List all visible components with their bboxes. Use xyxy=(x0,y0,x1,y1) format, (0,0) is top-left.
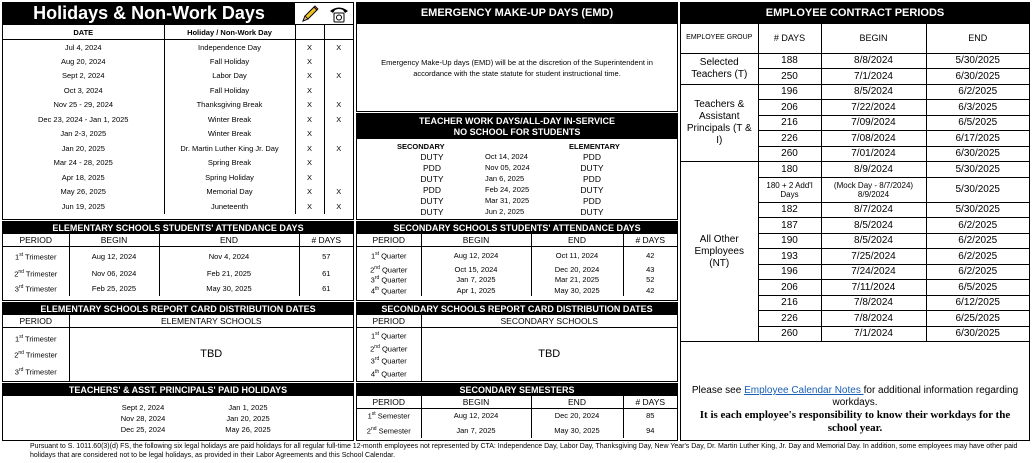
table-row xyxy=(3,185,353,200)
sec-report-value: TBD xyxy=(538,348,561,361)
begin: Aug 12, 2024 xyxy=(421,246,531,264)
days-header: # DAYS xyxy=(623,396,677,408)
sec-attendance-header xyxy=(357,234,677,246)
contract-begin: (Mock Day - 8/7/2024) 8/9/2024 xyxy=(821,177,926,202)
semesters-section xyxy=(356,383,678,441)
contract-days: 260 xyxy=(758,146,821,162)
begin: Nov 06, 2024 xyxy=(69,266,159,281)
table-row xyxy=(3,170,353,185)
contract-begin: 7/1/2024 xyxy=(821,326,926,342)
list-item: 1st Trimester xyxy=(15,333,57,343)
work-days-title xyxy=(357,114,677,139)
holiday-mark-phone xyxy=(324,156,353,171)
paid-holidays-title: TEACHERS' & ASST. PRINCIPALS' PAID HOLIDAYS xyxy=(3,384,353,396)
holiday-name: Spring Holiday xyxy=(164,170,295,185)
table-row xyxy=(357,285,677,296)
table-row xyxy=(3,156,353,171)
end-header: END xyxy=(159,234,299,246)
list-item: Jan 1, 2025 xyxy=(228,403,268,412)
contracts-note xyxy=(681,385,1029,435)
period-header: PERIOD xyxy=(3,234,69,246)
contract-end: 5/30/2025 xyxy=(955,184,1000,195)
elem-report-schools-header: ELEMENTARY SCHOOLS xyxy=(69,315,353,327)
contract-days: 206 xyxy=(758,100,821,116)
list-item xyxy=(357,174,677,185)
emd-title: EMERGENCY MAKE-UP DAYS (EMD) xyxy=(357,3,677,24)
list-item xyxy=(357,196,677,207)
sec-report-period-header: PERIOD xyxy=(357,315,421,327)
elem-attendance-section xyxy=(2,221,354,301)
list-item: Dec 25, 2024 xyxy=(120,425,166,434)
work-day-secondary: PDD xyxy=(423,163,441,173)
begin-header: BEGIN xyxy=(421,396,531,408)
list-item xyxy=(357,207,677,218)
elem-report-section xyxy=(2,302,354,382)
contract-end: 6/5/2025 xyxy=(958,117,998,129)
holiday-mark-pencil: X xyxy=(295,141,324,156)
contract-begin: 7/8/2024 xyxy=(821,311,926,327)
paid-holidays-col1 xyxy=(113,402,173,435)
contracts-body xyxy=(681,53,1029,342)
contracts-note-suffix: for additional information regarding workdays. xyxy=(832,385,1019,408)
end: May 30, 2025 xyxy=(531,423,623,438)
contract-end: 6/2/2025 xyxy=(958,219,998,231)
holiday-date: Dec 23, 2024 - Jan 1, 2025 xyxy=(3,112,164,127)
contracts-title: EMPLOYEE CONTRACT PERIODS xyxy=(681,3,1029,24)
holidays-section xyxy=(2,2,354,220)
emd-section xyxy=(356,2,678,112)
contract-begin: 7/09/2024 xyxy=(821,115,926,131)
begin: Feb 25, 2025 xyxy=(69,281,159,296)
holiday-mark-pencil: X xyxy=(295,199,324,214)
holiday-mark-pencil: X xyxy=(295,40,324,55)
contract-group-name: Selected Teachers (T) xyxy=(681,53,758,84)
table-row xyxy=(357,246,677,264)
holiday-name: Fall Holiday xyxy=(164,54,295,69)
holiday-mark-phone: X xyxy=(336,114,342,124)
table-row xyxy=(681,53,1029,69)
end: May 30, 2025 xyxy=(531,285,623,296)
work-day-secondary: DUTY xyxy=(420,207,444,217)
holiday-name: Labor Day xyxy=(164,69,295,84)
work-day-secondary: DUTY xyxy=(420,174,444,184)
contract-days: 216 xyxy=(758,115,821,131)
contract-begin: 7/24/2024 xyxy=(821,264,926,280)
table-row xyxy=(3,141,353,156)
end: Nov 4, 2024 xyxy=(159,246,299,266)
days: 85 xyxy=(646,411,655,421)
holiday-mark-phone: X xyxy=(336,187,342,197)
days: 94 xyxy=(646,426,655,435)
holiday-mark-phone xyxy=(324,54,353,69)
contracts-note-bold: It is each employee's responsibility to know their workdays for the school year. xyxy=(699,409,1011,434)
days: 61 xyxy=(322,284,331,293)
days: 43 xyxy=(646,264,655,274)
contracts-note-prefix: Please see xyxy=(691,385,745,396)
contracts-group-header: EMPLOYEE GROUP xyxy=(681,24,758,53)
elem-report-periods xyxy=(3,327,69,381)
table-row xyxy=(681,162,1029,178)
table-row xyxy=(3,246,353,266)
sec-attendance-section xyxy=(356,221,678,301)
table-row xyxy=(357,423,677,438)
holiday-mark-pencil: X xyxy=(295,185,324,200)
holiday-mark-pencil: X xyxy=(295,54,324,69)
telephone-icon xyxy=(325,4,353,24)
work-day-elementary: PDD xyxy=(583,174,601,184)
contract-group-name: Teachers & Assistant Principals (T & I) xyxy=(681,84,758,162)
work-day-elementary: DUTY xyxy=(580,163,604,173)
list-item: Jan 20, 2025 xyxy=(226,414,270,423)
paid-holidays-section xyxy=(2,383,354,441)
semesters-title: SECONDARY SEMESTERS xyxy=(357,384,677,396)
end: May 30, 2025 xyxy=(159,281,299,296)
sec-report-section xyxy=(356,302,678,382)
begin-header: BEGIN xyxy=(421,234,531,246)
holiday-mark-phone: X xyxy=(336,100,342,110)
holiday-mark-phone xyxy=(324,170,353,185)
contract-begin: 8/8/2024 xyxy=(821,53,926,69)
list-item: Sept 2, 2024 xyxy=(121,403,165,412)
contracts-end-header: END xyxy=(968,33,988,44)
holidays-name-header: Holiday / Non-Work Day xyxy=(164,25,295,40)
contract-begin: 8/5/2024 xyxy=(821,84,926,100)
list-item: 3rd Trimester xyxy=(14,366,57,376)
work-day-secondary: DUTY xyxy=(420,152,444,162)
holiday-mark-pencil: X xyxy=(295,98,324,113)
begin: Jan 7, 2025 xyxy=(421,423,531,438)
work-day-date: Nov 05, 2024 xyxy=(485,163,530,172)
days: 42 xyxy=(646,250,655,260)
days: 57 xyxy=(322,251,331,261)
contract-end: 6/5/2025 xyxy=(958,281,998,293)
right-column xyxy=(680,0,1030,441)
work-day-secondary: PDD xyxy=(423,185,441,195)
contract-days: 260 xyxy=(758,326,821,342)
end: Dec 20, 2024 xyxy=(531,264,623,275)
work-days-elementary-header: ELEMENTARY xyxy=(569,142,620,151)
holidays-date-header: DATE xyxy=(3,25,164,40)
contract-end: 6/12/2025 xyxy=(955,297,1000,309)
sec-attendance-title: SECONDARY SCHOOLS STUDENTS' ATTENDANCE DAYS xyxy=(357,222,677,234)
period: 2nd Semester xyxy=(357,423,421,438)
end: Dec 20, 2024 xyxy=(531,408,623,423)
sec-report-periods xyxy=(357,327,421,381)
work-day-elementary: PDD xyxy=(583,196,601,206)
end: Oct 11, 2024 xyxy=(531,246,623,264)
holiday-name: Winter Break xyxy=(164,127,295,142)
days-header: # DAYS xyxy=(623,234,677,246)
period: 3rd Trimester xyxy=(3,281,69,296)
contract-group-name: All Other Employees (NT) xyxy=(681,162,758,342)
end: Feb 21, 2025 xyxy=(159,266,299,281)
begin: Jan 7, 2025 xyxy=(421,275,531,286)
work-day-date: Jun 2, 2025 xyxy=(485,207,525,216)
contract-end: 5/30/2025 xyxy=(955,163,1000,175)
holiday-mark-pencil: X xyxy=(295,170,324,185)
elem-report-period-header: PERIOD xyxy=(3,315,69,327)
paid-holidays-col2 xyxy=(213,402,283,435)
contract-begin: 7/11/2024 xyxy=(821,280,926,296)
list-item: May 26, 2025 xyxy=(225,425,271,434)
work-day-elementary: DUTY xyxy=(580,207,604,217)
work-days-title-line1: TEACHER WORK DAYS/ALL-DAY IN-SERVICE xyxy=(418,116,616,126)
contract-days: 187 xyxy=(758,218,821,234)
list-item: 3rd Quarter xyxy=(370,356,407,366)
holiday-mark-pencil: X xyxy=(295,156,324,171)
contracts-begin-header: BEGIN xyxy=(821,24,926,53)
contract-begin: 8/5/2024 xyxy=(821,218,926,234)
period: 3rd Quarter xyxy=(357,275,421,286)
contract-days: 182 xyxy=(758,202,821,218)
work-day-date: Jan 6, 2025 xyxy=(485,174,525,183)
contract-days: 250 xyxy=(758,69,821,85)
list-item xyxy=(357,152,677,163)
table-row xyxy=(357,275,677,286)
contract-end: 6/2/2025 xyxy=(958,235,998,247)
contract-begin: 8/9/2024 xyxy=(821,162,926,178)
contract-days: 226 xyxy=(758,311,821,327)
contract-days: 226 xyxy=(758,131,821,147)
contract-end: 6/17/2025 xyxy=(955,132,1000,144)
contract-begin: 8/5/2024 xyxy=(821,233,926,249)
contract-days: 216 xyxy=(758,295,821,311)
contract-days: 190 xyxy=(758,233,821,249)
holiday-mark-phone: X xyxy=(336,201,342,211)
holiday-mark-phone xyxy=(324,83,353,98)
holiday-date: Nov 25 - 29, 2024 xyxy=(3,98,164,113)
contracts-note-line xyxy=(681,385,1029,409)
list-item: 4th Quarter xyxy=(370,368,407,379)
elem-attendance-title: ELEMENTARY SCHOOLS STUDENTS' ATTENDANCE DAYS xyxy=(3,222,353,234)
period: 2nd Trimester xyxy=(3,266,69,281)
contract-days: 196 xyxy=(758,84,821,100)
days: 52 xyxy=(646,275,655,285)
holidays-title: Holidays & Non-Work Days xyxy=(3,3,295,24)
period: 1st Quarter xyxy=(357,246,421,264)
contract-end: 6/2/2025 xyxy=(958,266,998,278)
list-item: Nov 28, 2024 xyxy=(120,414,166,423)
work-days-title-line2: NO SCHOOL FOR STUDENTS xyxy=(453,127,581,137)
elem-report-value: TBD xyxy=(200,348,223,361)
list-item: 1st Quarter xyxy=(370,331,407,341)
days-header: # DAYS xyxy=(299,234,353,246)
table-row xyxy=(3,98,353,113)
period: 1st Trimester xyxy=(3,246,69,266)
holidays-table-body xyxy=(3,40,353,214)
holiday-date: Jun 19, 2025 xyxy=(3,199,164,214)
days: 61 xyxy=(322,269,331,278)
holiday-date: May 26, 2025 xyxy=(3,185,164,200)
contract-end: 6/30/2025 xyxy=(955,148,1000,160)
period: 2nd Quarter xyxy=(357,264,421,275)
work-day-date: Feb 24, 2025 xyxy=(485,185,530,194)
table-row xyxy=(357,408,677,423)
elem-attendance-header xyxy=(3,234,353,246)
holiday-name: Memorial Day xyxy=(164,185,295,200)
contracts-section xyxy=(680,2,1030,441)
contract-days: 196 xyxy=(758,264,821,280)
contract-end: 6/25/2025 xyxy=(955,312,1000,324)
holiday-name: Thanksgiving Break xyxy=(164,98,295,113)
days: 42 xyxy=(646,285,655,295)
holiday-name: Juneteenth xyxy=(164,199,295,214)
contract-end: 6/2/2025 xyxy=(958,86,998,98)
period: 1st Semester xyxy=(357,408,421,423)
holiday-mark-pencil: X xyxy=(295,83,324,98)
begin: Aug 12, 2024 xyxy=(421,408,531,423)
holiday-mark-pencil: X xyxy=(295,127,324,142)
holiday-date: Jan 2-3, 2025 xyxy=(3,127,164,142)
footer-text: Pursuant to S. 1011.60(3)(d) FS, the following six legal holidays are paid holidays for all regular full-time 12-month employees not represented by CTA: Independence Day, Labor Day, Thanksgiving Day, New Year's Day, Dr. Martin Luther King, Jr. Day and Memorial Day. In addition, some employees may have other paid holidays that are considered not to be legal holidays, as provided in their Labor Agreements and this School Calendar. xyxy=(30,443,1018,459)
table-row xyxy=(3,281,353,296)
middle-column xyxy=(356,0,678,441)
sec-report-schools-header: SECONDARY SCHOOLS xyxy=(421,315,677,327)
contract-begin: 7/8/2024 xyxy=(821,295,926,311)
contract-begin: 8/7/2024 xyxy=(821,202,926,218)
table-row xyxy=(3,54,353,69)
work-day-secondary: DUTY xyxy=(420,196,444,206)
holiday-mark-pencil: X xyxy=(295,112,324,127)
list-item: 2nd Trimester xyxy=(14,350,58,360)
work-day-elementary: DUTY xyxy=(580,185,604,195)
work-day-date: Mar 31, 2025 xyxy=(485,196,530,205)
holiday-mark-phone xyxy=(324,127,353,142)
end-header: END xyxy=(531,396,623,408)
holiday-name: Fall Holiday xyxy=(164,83,295,98)
contracts-days-header: # DAYS xyxy=(758,24,821,53)
holiday-name: Winter Break xyxy=(164,112,295,127)
table-row xyxy=(3,266,353,281)
table-row xyxy=(3,127,353,142)
contract-end: 6/30/2025 xyxy=(955,70,1000,82)
period-header: PERIOD xyxy=(357,396,421,408)
begin: Oct 15, 2024 xyxy=(421,264,531,275)
contract-begin: 7/1/2024 xyxy=(821,69,926,85)
holiday-date: Jan 20, 2025 xyxy=(3,141,164,156)
semesters-body xyxy=(357,408,677,438)
work-day-date: Oct 14, 2024 xyxy=(485,152,528,161)
table-row xyxy=(357,264,677,275)
end: Mar 21, 2025 xyxy=(531,275,623,286)
holiday-name: Spring Break xyxy=(164,156,295,171)
contract-begin: 7/22/2024 xyxy=(821,100,926,116)
left-column xyxy=(2,0,354,441)
employee-calendar-notes-link[interactable]: Employee Calendar Notes xyxy=(744,385,864,396)
begin: Apr 1, 2025 xyxy=(421,285,531,296)
list-item xyxy=(357,185,677,196)
work-days-section xyxy=(356,113,678,220)
contract-days: 180 xyxy=(758,162,821,178)
contract-days: 188 xyxy=(758,53,821,69)
holiday-date: Aug 20, 2024 xyxy=(3,54,164,69)
end-header: END xyxy=(531,234,623,246)
contract-end: 5/30/2025 xyxy=(955,204,1000,216)
period: 4th Quarter xyxy=(357,285,421,296)
holiday-mark-phone: X xyxy=(336,42,342,52)
elem-attendance-body xyxy=(3,246,353,296)
contract-begin: 7/01/2024 xyxy=(821,146,926,162)
contract-begin: 7/08/2024 xyxy=(821,131,926,147)
holiday-name: Dr. Martin Luther King Jr. Day xyxy=(164,141,295,156)
contract-days: 193 xyxy=(758,249,821,265)
period-header: PERIOD xyxy=(357,234,421,246)
holiday-date: Apr 18, 2025 xyxy=(3,170,164,185)
holiday-date: Jul 4, 2024 xyxy=(3,40,164,55)
holiday-name: Independence Day xyxy=(164,40,295,55)
holiday-date: Sept 2, 2024 xyxy=(3,69,164,84)
semesters-header xyxy=(357,396,677,408)
sec-report-title: SECONDARY SCHOOLS REPORT CARD DISTRIBUTION DATES xyxy=(357,303,677,315)
contract-days: 180 + 2 Add'l Days xyxy=(758,177,821,202)
sec-attendance-body xyxy=(357,246,677,296)
contract-end: 6/30/2025 xyxy=(955,328,1000,340)
table-row xyxy=(3,40,353,55)
contract-end: 6/2/2025 xyxy=(958,250,998,262)
work-days-secondary-header: SECONDARY xyxy=(397,142,445,151)
work-days-rows xyxy=(357,152,677,218)
contract-begin: 7/25/2024 xyxy=(821,249,926,265)
contract-days: 206 xyxy=(758,280,821,296)
list-item: 2nd Quarter xyxy=(370,343,408,354)
work-day-elementary: PDD xyxy=(583,152,601,162)
table-row xyxy=(681,84,1029,100)
contract-end: 6/3/2025 xyxy=(958,101,998,113)
table-row xyxy=(3,112,353,127)
holiday-date: Oct 3, 2024 xyxy=(3,83,164,98)
begin-header: BEGIN xyxy=(69,234,159,246)
holiday-mark-phone: X xyxy=(336,143,342,153)
table-row xyxy=(3,83,353,98)
pencil-icon xyxy=(297,4,323,24)
table-row xyxy=(3,69,353,84)
contract-end: 5/30/2025 xyxy=(955,55,1000,67)
holiday-mark-pencil: X xyxy=(295,69,324,84)
begin: Aug 12, 2024 xyxy=(69,246,159,266)
table-row xyxy=(3,199,353,214)
holiday-mark-phone: X xyxy=(336,71,342,81)
holiday-date: Mar 24 - 28, 2025 xyxy=(3,156,164,171)
list-item xyxy=(357,163,677,174)
elem-report-title: ELEMENTARY SCHOOLS REPORT CARD DISTRIBUTION DATES xyxy=(3,303,353,315)
emd-text: Emergency Make-Up days (EMD) will be at the discretion of the Superintendent in accordance with the state statute for student instructional time. xyxy=(381,58,653,78)
